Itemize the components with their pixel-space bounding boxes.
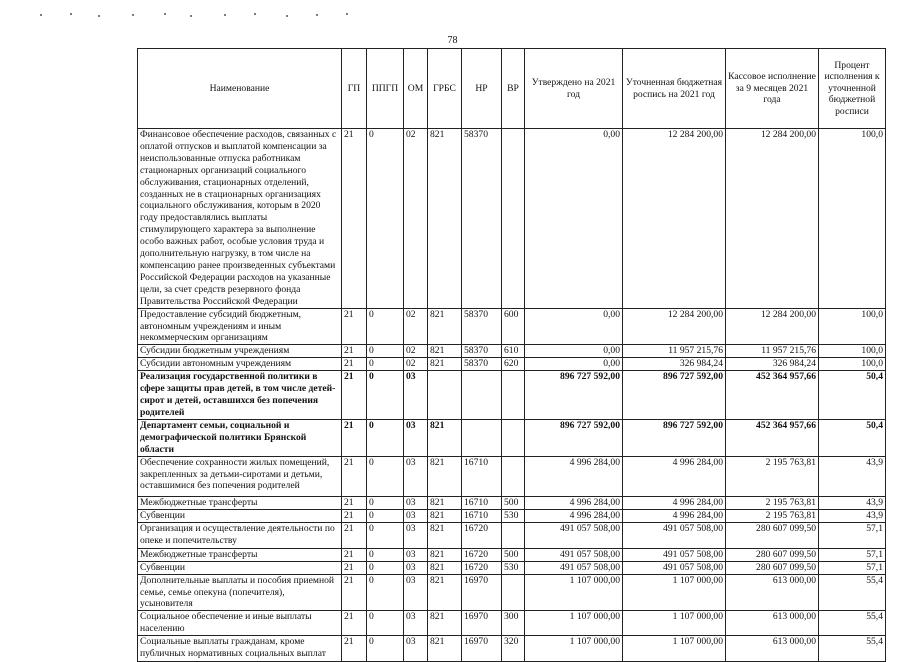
cell-approved: 491 057 508,00 xyxy=(525,548,623,561)
cell-cash: 11 957 215,76 xyxy=(726,345,819,358)
table-row xyxy=(138,574,886,611)
cell-ppgp: 0 xyxy=(367,358,404,371)
cell-grbs: 821 xyxy=(428,345,462,358)
table-row xyxy=(138,496,886,509)
cell-approved: 491 057 508,00 xyxy=(525,561,623,574)
cell-grbs: 821 xyxy=(428,574,462,611)
cell-grbs: 821 xyxy=(428,522,462,548)
cell-cash: 613 000,00 xyxy=(726,574,819,611)
table-row xyxy=(138,358,886,371)
cell-refined: 491 057 508,00 xyxy=(623,522,726,548)
cell-om: 02 xyxy=(404,358,428,371)
cell-refined: 12 284 200,00 xyxy=(623,129,726,309)
cell-approved: 0,00 xyxy=(525,358,623,371)
cell-cash: 280 607 099,50 xyxy=(726,548,819,561)
scan-artifact-dots xyxy=(40,12,360,18)
table-row xyxy=(138,456,886,496)
cell-percent: 43,9 xyxy=(819,496,886,509)
cell-name: Обеспечение сохранности жилых помещений, закрепленных за детьми-сиротами и детьми, оставшимися без попечения родителей xyxy=(138,456,342,496)
table-header-row xyxy=(138,49,886,129)
cell-percent: 57,1 xyxy=(819,561,886,574)
cell-refined: 896 727 592,00 xyxy=(623,419,726,456)
cell-ppgp: 0 xyxy=(367,456,404,496)
cell-ppgp: 0 xyxy=(367,371,404,420)
cell-cash: 280 607 099,50 xyxy=(726,561,819,574)
cell-percent: 50,4 xyxy=(819,419,886,456)
cell-cash: 452 364 957,66 xyxy=(726,419,819,456)
cell-name: Реализация государственной политики в сфере защиты прав детей, в том числе детей-сирот и детей, оставшихся без попечения родителей xyxy=(138,371,342,420)
table-body xyxy=(138,129,886,662)
cell-name: Организация и осуществление деятельности по опеке и попечительству xyxy=(138,522,342,548)
cell-ppgp: 0 xyxy=(367,611,404,636)
cell-ppgp: 0 xyxy=(367,419,404,456)
cell-ppgp: 0 xyxy=(367,522,404,548)
cell-vr xyxy=(502,574,525,611)
cell-om: 03 xyxy=(404,636,428,662)
header-grbs: ГРБС xyxy=(428,49,462,129)
table-row xyxy=(138,129,886,309)
cell-gp: 21 xyxy=(342,509,367,522)
cell-percent: 57,1 xyxy=(819,548,886,561)
cell-percent: 55,4 xyxy=(819,636,886,662)
cell-name: Межбюджетные трансферты xyxy=(138,496,342,509)
cell-vr xyxy=(502,371,525,420)
cell-approved: 0,00 xyxy=(525,345,623,358)
cell-approved: 1 107 000,00 xyxy=(525,636,623,662)
cell-np xyxy=(462,371,502,420)
cell-name: Субвенции xyxy=(138,561,342,574)
cell-np xyxy=(462,419,502,456)
cell-om: 02 xyxy=(404,308,428,345)
page-number: 78 xyxy=(447,35,458,46)
cell-np: 16710 xyxy=(462,509,502,522)
header-ppgp: ППГП xyxy=(367,49,404,129)
cell-om: 03 xyxy=(404,522,428,548)
cell-np: 58370 xyxy=(462,129,502,309)
cell-refined: 1 107 000,00 xyxy=(623,574,726,611)
cell-cash: 12 284 200,00 xyxy=(726,129,819,309)
header-vr: ВР xyxy=(502,49,525,129)
cell-cash: 2 195 763,81 xyxy=(726,509,819,522)
cell-np: 16720 xyxy=(462,561,502,574)
cell-approved: 4 996 284,00 xyxy=(525,456,623,496)
cell-grbs: 821 xyxy=(428,636,462,662)
cell-gp: 21 xyxy=(342,496,367,509)
cell-np: 16720 xyxy=(462,522,502,548)
cell-approved: 896 727 592,00 xyxy=(525,371,623,420)
cell-percent: 100,0 xyxy=(819,308,886,345)
cell-np: 16720 xyxy=(462,548,502,561)
cell-grbs xyxy=(428,371,462,420)
cell-om: 03 xyxy=(404,574,428,611)
table-row xyxy=(138,371,886,420)
cell-name: Социальное обеспечение и иные выплаты населению xyxy=(138,611,342,636)
cell-ppgp: 0 xyxy=(367,548,404,561)
cell-vr: 530 xyxy=(502,561,525,574)
cell-np: 16710 xyxy=(462,456,502,496)
cell-approved: 0,00 xyxy=(525,129,623,309)
cell-gp: 21 xyxy=(342,358,367,371)
cell-vr: 530 xyxy=(502,509,525,522)
cell-refined: 1 107 000,00 xyxy=(623,636,726,662)
cell-om: 03 xyxy=(404,561,428,574)
cell-refined: 896 727 592,00 xyxy=(623,371,726,420)
cell-approved: 4 996 284,00 xyxy=(525,496,623,509)
cell-cash: 326 984,24 xyxy=(726,358,819,371)
cell-refined: 491 057 508,00 xyxy=(623,561,726,574)
cell-name: Финансовое обеспечение расходов, связанных с оплатой отпусков и выплатой компенсации за неиспользованные отпуска работникам стационарных организаций социального обслуживания, стационарных отделений, созданных не в стационарных организациях социального обслуживания, которым в 2020 году предоставлялись выплаты стимулирующего характера за выполнение особо важных работ, особые условия труда и дополнительную нагрузку, в том числе на компенсацию ранее произведенных субъектами Российской Федерации расходов на указанные цели, за счет средств резервного фонда Правительства Российской Федерации xyxy=(138,129,342,309)
cell-percent: 55,4 xyxy=(819,574,886,611)
cell-name: Социальные выплаты гражданам, кроме публичных нормативных социальных выплат xyxy=(138,636,342,662)
cell-np: 16710 xyxy=(462,496,502,509)
cell-grbs: 821 xyxy=(428,456,462,496)
cell-om: 03 xyxy=(404,419,428,456)
budget-table xyxy=(137,48,886,662)
table-row xyxy=(138,345,886,358)
cell-om: 03 xyxy=(404,548,428,561)
cell-om: 03 xyxy=(404,371,428,420)
cell-percent: 55,4 xyxy=(819,611,886,636)
cell-refined: 1 107 000,00 xyxy=(623,611,726,636)
table-row xyxy=(138,419,886,456)
cell-gp: 21 xyxy=(342,456,367,496)
cell-approved: 4 996 284,00 xyxy=(525,509,623,522)
cell-refined: 4 996 284,00 xyxy=(623,509,726,522)
cell-name: Субсидии автономным учреждениям xyxy=(138,358,342,371)
cell-approved: 491 057 508,00 xyxy=(525,522,623,548)
cell-ppgp: 0 xyxy=(367,129,404,309)
cell-refined: 326 984,24 xyxy=(623,358,726,371)
cell-approved: 896 727 592,00 xyxy=(525,419,623,456)
cell-vr: 620 xyxy=(502,358,525,371)
header-np: НР xyxy=(462,49,502,129)
header-cash: Кассовое исполнение за 9 месяцев 2021 года xyxy=(726,49,819,129)
header-om: ОМ xyxy=(404,49,428,129)
cell-cash: 613 000,00 xyxy=(726,611,819,636)
table-row xyxy=(138,561,886,574)
cell-ppgp: 0 xyxy=(367,345,404,358)
cell-grbs: 821 xyxy=(428,611,462,636)
cell-vr xyxy=(502,129,525,309)
table-row xyxy=(138,308,886,345)
cell-percent: 100,0 xyxy=(819,358,886,371)
table-row xyxy=(138,611,886,636)
cell-grbs: 821 xyxy=(428,308,462,345)
cell-ppgp: 0 xyxy=(367,308,404,345)
cell-cash: 280 607 099,50 xyxy=(726,522,819,548)
cell-ppgp: 0 xyxy=(367,509,404,522)
cell-vr xyxy=(502,522,525,548)
cell-om: 02 xyxy=(404,129,428,309)
cell-name: Субсидии бюджетным учреждениям xyxy=(138,345,342,358)
table-row xyxy=(138,509,886,522)
cell-cash: 2 195 763,81 xyxy=(726,496,819,509)
cell-ppgp: 0 xyxy=(367,574,404,611)
cell-vr: 300 xyxy=(502,611,525,636)
cell-cash: 12 284 200,00 xyxy=(726,308,819,345)
header-name: Наименование xyxy=(138,49,342,129)
cell-om: 03 xyxy=(404,456,428,496)
cell-om: 03 xyxy=(404,611,428,636)
cell-grbs: 821 xyxy=(428,548,462,561)
table-row xyxy=(138,522,886,548)
cell-ppgp: 0 xyxy=(367,496,404,509)
cell-np: 16970 xyxy=(462,636,502,662)
cell-vr: 600 xyxy=(502,308,525,345)
cell-vr xyxy=(502,419,525,456)
cell-gp: 21 xyxy=(342,574,367,611)
cell-vr: 500 xyxy=(502,496,525,509)
cell-grbs: 821 xyxy=(428,509,462,522)
cell-om: 03 xyxy=(404,496,428,509)
cell-name: Субвенции xyxy=(138,509,342,522)
cell-name: Дополнительные выплаты и пособия приемной семье, семье опекуна (попечителя), усыновителя xyxy=(138,574,342,611)
cell-ppgp: 0 xyxy=(367,636,404,662)
cell-percent: 57,1 xyxy=(819,522,886,548)
cell-percent: 43,9 xyxy=(819,456,886,496)
cell-refined: 11 957 215,76 xyxy=(623,345,726,358)
cell-refined: 491 057 508,00 xyxy=(623,548,726,561)
cell-name: Предоставление субсидий бюджетным, автономным учреждениям и иным некоммерческим организациям xyxy=(138,308,342,345)
cell-name: Межбюджетные трансферты xyxy=(138,548,342,561)
cell-cash: 452 364 957,66 xyxy=(726,371,819,420)
cell-grbs: 821 xyxy=(428,561,462,574)
cell-percent: 50,4 xyxy=(819,371,886,420)
cell-gp: 21 xyxy=(342,611,367,636)
cell-np: 16970 xyxy=(462,611,502,636)
cell-cash: 2 195 763,81 xyxy=(726,456,819,496)
cell-name: Департамент семьи, социальной и демографической политики Брянской области xyxy=(138,419,342,456)
cell-np: 58370 xyxy=(462,345,502,358)
cell-gp: 21 xyxy=(342,561,367,574)
cell-gp: 21 xyxy=(342,308,367,345)
cell-ppgp: 0 xyxy=(367,561,404,574)
cell-gp: 21 xyxy=(342,419,367,456)
header-percent: Процент исполнения к уточненной бюджетной росписи xyxy=(819,49,886,129)
cell-approved: 0,00 xyxy=(525,308,623,345)
cell-refined: 12 284 200,00 xyxy=(623,308,726,345)
header-refined: Уточненная бюджетная роспись на 2021 год xyxy=(623,49,726,129)
cell-approved: 1 107 000,00 xyxy=(525,611,623,636)
cell-gp: 21 xyxy=(342,636,367,662)
cell-om: 03 xyxy=(404,509,428,522)
cell-vr: 610 xyxy=(502,345,525,358)
cell-percent: 43,9 xyxy=(819,509,886,522)
header-gp: ГП xyxy=(342,49,367,129)
cell-refined: 4 996 284,00 xyxy=(623,456,726,496)
cell-grbs: 821 xyxy=(428,358,462,371)
cell-grbs: 821 xyxy=(428,496,462,509)
cell-percent: 100,0 xyxy=(819,345,886,358)
cell-vr: 320 xyxy=(502,636,525,662)
cell-grbs: 821 xyxy=(428,129,462,309)
cell-approved: 1 107 000,00 xyxy=(525,574,623,611)
cell-gp: 21 xyxy=(342,548,367,561)
cell-grbs: 821 xyxy=(428,419,462,456)
cell-vr: 500 xyxy=(502,548,525,561)
cell-om: 02 xyxy=(404,345,428,358)
cell-cash: 613 000,00 xyxy=(726,636,819,662)
cell-vr xyxy=(502,456,525,496)
cell-gp: 21 xyxy=(342,345,367,358)
cell-gp: 21 xyxy=(342,522,367,548)
cell-refined: 4 996 284,00 xyxy=(623,496,726,509)
cell-np: 58370 xyxy=(462,358,502,371)
header-approved: Утверждено на 2021 год xyxy=(525,49,623,129)
cell-np: 16970 xyxy=(462,574,502,611)
table-row xyxy=(138,548,886,561)
cell-gp: 21 xyxy=(342,371,367,420)
cell-np: 58370 xyxy=(462,308,502,345)
cell-gp: 21 xyxy=(342,129,367,309)
cell-percent: 100,0 xyxy=(819,129,886,309)
